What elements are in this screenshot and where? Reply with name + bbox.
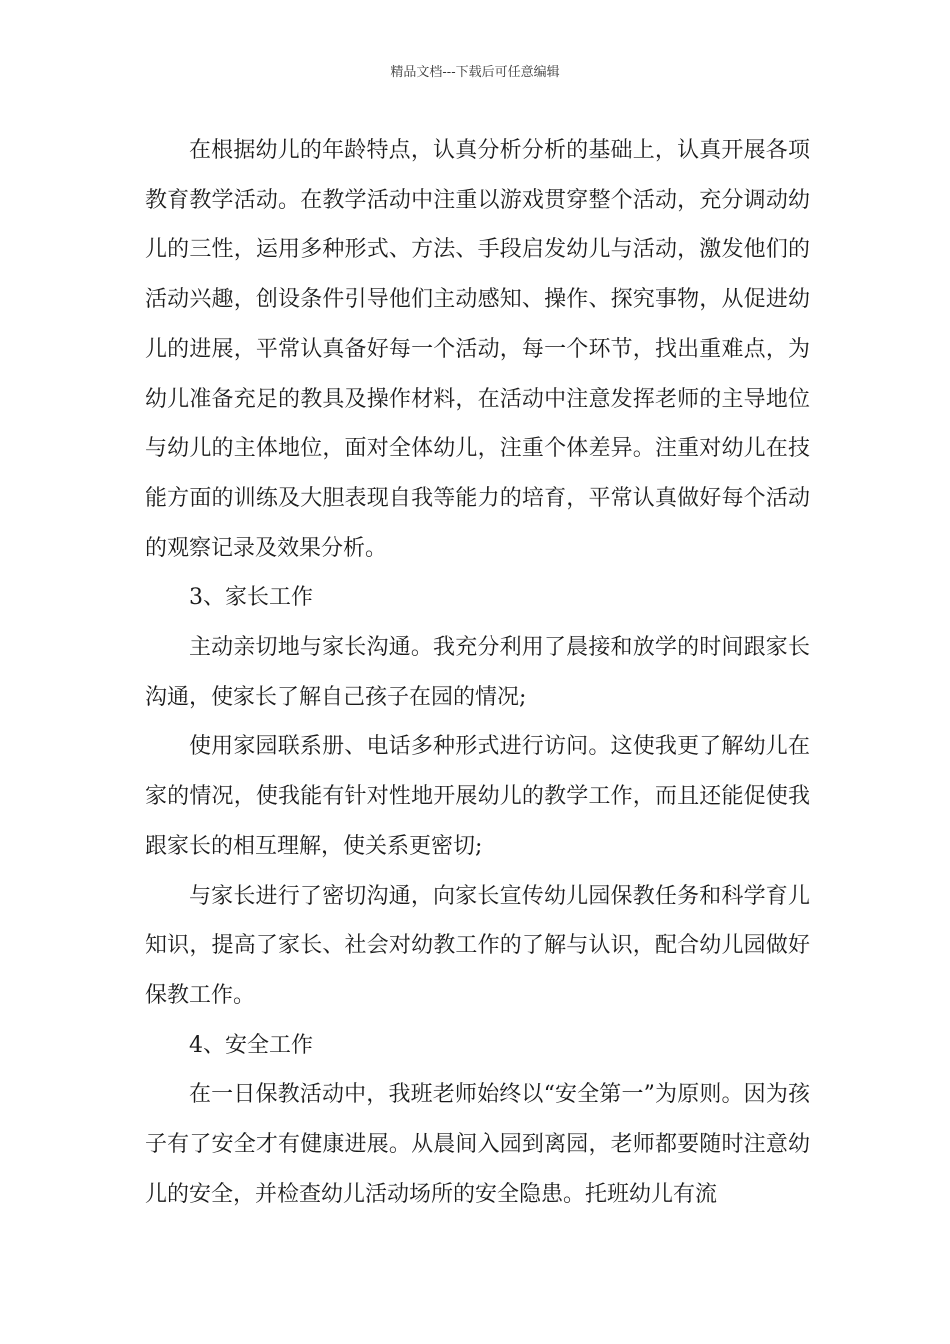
paragraph-teaching: 在根据幼儿的年龄特点，认真分析分析的基础上，认真开展各项教育教学活动。在教学活动中注重以游戏贯穿整个活动，充分调动幼儿的三性，运用多种形式、方法、手段启发幼儿与活动，激发他们的活动兴趣，创设条件引导他们主动感知、操作、探究事物，从促进幼儿的进展，平常认真备好每一个活动，每一个环节，找出重难点，为幼儿准备充足的教具及操作材料，在活动中注意发挥老师的主导地位与幼儿的主体地位，面对全体幼儿，注重个体差异。注重对幼儿在技能方面的训练及大胆表现自我等能力的培育，平常认真做好每个活动的观察记录及效果分析。 [145, 138, 810, 561]
paragraph-parent-communication: 主动亲切地与家长沟通。我充分利用了晨接和放学的时间跟家长沟通，使家长了解自己孩子在园的情况; [145, 635, 810, 710]
paragraph-home-visits: 使用家园联系册、电话多种形式进行访问。这使我更了解幼儿在家的情况，使我能有针对性地开展幼儿的教学工作，而且还能促使我跟家长的相互理解，使关系更密切; [145, 734, 810, 859]
section-heading-safety-work: 4、安全工作 [189, 1032, 313, 1058]
section-heading-parent-work: 3、家长工作 [189, 585, 313, 611]
document-body [145, 126, 810, 1219]
paragraph-safety: 在一日保教活动中，我班老师始终以“安全第一”为原则。因为孩子有了安全才有健康进展。从晨间入园到离园，老师都要随时注意幼儿的安全，并检查幼儿活动场所的安全隐患。托班幼儿有流 [145, 1082, 810, 1207]
page-header: 精品文档---下载后可任意编辑 [390, 65, 560, 80]
paragraph-parent-education: 与家长进行了密切沟通，向家长宣传幼儿园保教任务和科学育儿知识，提高了家长、社会对幼教工作的了解与认识，配合幼儿园做好保教工作。 [145, 883, 810, 1008]
